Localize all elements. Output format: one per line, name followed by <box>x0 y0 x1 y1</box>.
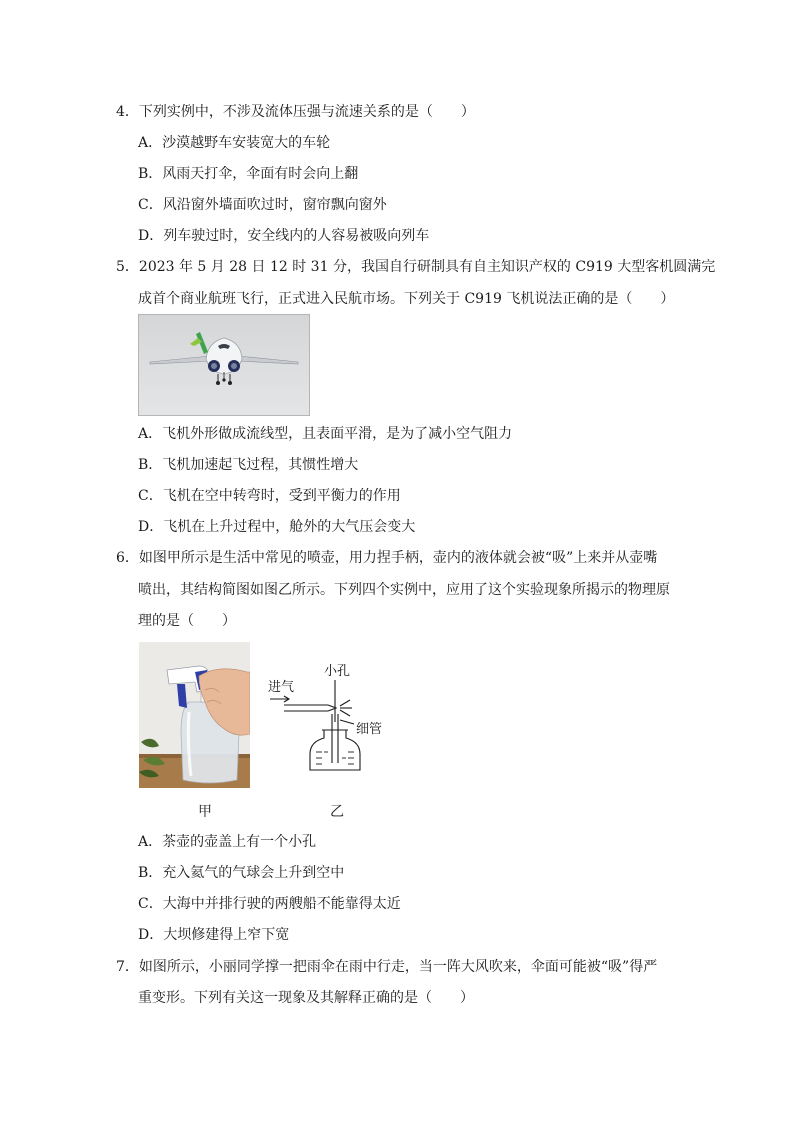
q6-option-a: A．茶壶的壶盖上有一个小孔 <box>138 834 317 850</box>
spray-structure-diagram <box>266 660 386 776</box>
q6-stem-line3: 理的是（ ） <box>138 613 236 629</box>
q6-stem-line1: 6．如图甲所示是生活中常见的喷壶，用力捏手柄，壶内的液体就会被“吸”上来并从壶嘴 <box>116 550 658 566</box>
q5-option-a: A．飞机外形做成流线型，且表面平滑，是为了减小空气阻力 <box>138 426 513 442</box>
diagram-label-tube: 细管 <box>356 722 383 737</box>
q7-stem-line1: 7．如图所示，小丽同学撑一把雨伞在雨中行走，当一阵大风吹来，伞面可能被“吸”得严 <box>116 959 658 975</box>
q4-stem: 4．下列实例中，不涉及流体压强与流速关系的是（ ） <box>116 104 475 120</box>
diagram-label-hole: 小孔 <box>324 664 351 679</box>
spray-bottle-photo <box>139 642 250 788</box>
q4-option-a: A．沙漠越野车安装宽大的车轮 <box>138 135 331 151</box>
fig-caption-yi: 乙 <box>330 804 344 820</box>
q6-option-d: D．大坝修建得上窄下宽 <box>138 927 290 943</box>
q4-option-b: B．风雨天打伞，伞面有时会向上翻 <box>138 166 359 182</box>
q5-option-d: D．飞机在上升过程中，舱外的大气压会变大 <box>138 519 416 535</box>
q5-stem-line2: 成首个商业航班飞行，正式进入民航市场。下列关于 C919 飞机说法正确的是（ ） <box>138 291 675 307</box>
q5-option-b: B．飞机加速起飞过程，其惯性增大 <box>138 457 359 473</box>
fig-caption-jia: 甲 <box>198 804 212 820</box>
q4-option-d: D．列车驶过时，安全线内的人容易被吸向列车 <box>138 228 430 244</box>
diagram-label-inlet: 进气 <box>268 680 295 695</box>
q7-stem-line2: 重变形。下列有关这一现象及其解释正确的是（ ） <box>138 990 474 1006</box>
q5-stem-line1: 5．2023 年 5 月 28 日 12 时 31 分，我国自行研制具有自主知识产权的 C919 大型客机圆满完 <box>116 259 716 275</box>
airplane-photo <box>138 314 310 416</box>
q4-option-c: C．风沿窗外墙面吹过时，窗帘飘向窗外 <box>138 197 387 213</box>
q6-stem-line2: 喷出，其结构简图如图乙所示。下列四个实例中，应用了这个实验现象所揭示的物理原 <box>138 582 670 598</box>
q6-option-b: B．充入氦气的气球会上升到空中 <box>138 865 345 881</box>
q5-option-c: C．飞机在空中转弯时，受到平衡力的作用 <box>138 488 401 504</box>
q6-option-c: C．大海中并排行驶的两艘船不能靠得太近 <box>138 896 401 912</box>
